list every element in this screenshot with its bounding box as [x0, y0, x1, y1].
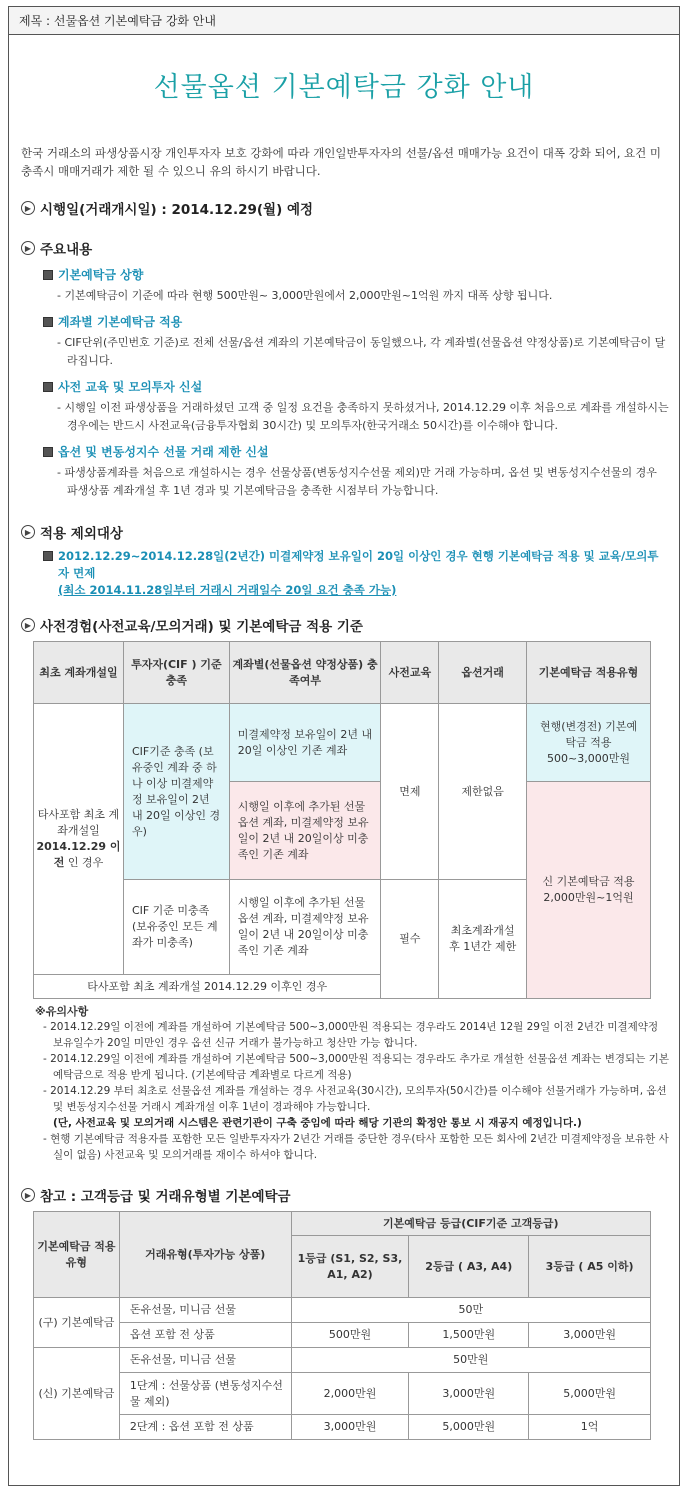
cell-dep-old: 현행(변경전) 기본예탁금 적용 500~3,000만원	[527, 704, 651, 782]
note-bold: (단, 사전교육 및 모의거래 시스템은 관련기관이 구축 중임에 따라 해당 기관의 확정안 통보 시 재공지 예정입니다.)	[53, 1117, 582, 1129]
exempt-note: (최소 2014.11.28일부터 거래시 거래일수 20일 요건 충족 가능)	[58, 583, 397, 597]
cell-trade: 1단계 : 선물상품 (변동성지수선물 제외)	[119, 1373, 291, 1415]
item-title: 기본예탁금 상향	[43, 266, 679, 283]
item-title: 옵션 및 변동성지수 선물 거래 제한 신설	[43, 443, 679, 460]
cell-open-after: 타사포함 최초 계좌개설 2014.12.29 이후인 경우	[34, 975, 381, 999]
exempt-item	[43, 548, 669, 599]
note-item: - 2014.12.29일 이전에 계좌를 개설하여 기본예탁금 500~3,000만원 적용되는 경우라도 2014년 12월 29일 이전 2년간 미결제약정 보유일수가 20일 미만인 경우 옵션 신규 거래가 불가능하고 청산만 가능 합니다.	[43, 1021, 659, 1049]
criteria-table	[33, 641, 651, 999]
cell-edu-exempt: 면제	[381, 704, 439, 880]
notice-titlebar: 제목 : 선물옵션 기본예탁금 강화 안내	[9, 7, 679, 35]
section-exempt	[21, 522, 679, 542]
section-title: 사전경험(사전교육/모의거래) 및 기본예탁금 적용 기준	[40, 619, 363, 635]
cell-opt-limit: 최초계좌개설 후 1년간 제한	[439, 880, 527, 999]
intro-text: 한국 거래소의 파생상품시장 개인투자자 보호 강화에 따라 개인일반투자자의 선물/옵션 매매가능 요건이 대폭 강화 되어, 요건 미충족시 매매거래가 제한 될 수 있으니 유의 하시기 바랍니다.	[21, 146, 662, 178]
notes-title: ※유의사항	[35, 1005, 89, 1018]
play-bullet-icon: ▶	[21, 241, 35, 255]
cell-acct3: 시행일 이후에 추가된 선물옵션 계좌, 미결제약정 보유일이 2년 내 20일이상 미충족인 기존 계좌	[229, 880, 381, 975]
cell-cif-yes: CIF기준 충족 (보유중인 계좌 중 하나 이상 미결제약정 보유일이 2년 내 20일 이상인 경우)	[123, 704, 229, 880]
section-title: 적용 제외대상	[40, 526, 123, 542]
cell-cif-no: CIF 기준 미충족 (보유중인 모든 계좌가 미충족)	[123, 880, 229, 975]
section-title: 시행일(거래개시일) : 2014.12.29(월) 예정	[40, 202, 314, 218]
cell-value: 3,000만원	[409, 1373, 529, 1415]
section-title: 참고 : 고객등급 및 거래유형별 기본예탁금	[40, 1189, 291, 1205]
note-item: - 2014.12.29 부터 최초로 선물옵션 계좌를 개설하는 경우 사전교육(30시간), 모의투자(50시간)를 이수해야 선물거래가 가능하며, 옵션 및 변동성지수선물 거래시 계좌개설 이후 1년이 경과해야 가능합니다.	[43, 1085, 667, 1113]
cell-open-before: 타사포함 최초 계좌개설일 2014.12.29 이전 인 경우	[34, 704, 124, 975]
square-bullet-icon	[43, 317, 53, 327]
cell-trade: 돈유선물, 미니금 선물	[119, 1348, 291, 1373]
th-open-date: 최초 계좌개설일	[34, 642, 124, 704]
cell-dep-new: 신 기본예탁금 적용 2,000만원~1억원	[527, 782, 651, 999]
note-item: - 2014.12.29일 이전에 계좌를 개설하여 기본예탁금 500~3,000만원 적용되는 경우라도 추가로 개설한 선물옵션 계좌는 변경되는 기본예탁금으로 적용 받게 됩니다. (기본예탁금 계좌별로 다르게 적용)	[43, 1053, 669, 1081]
th-education: 사전교육	[381, 642, 439, 704]
th-grade1: 1등급 (S1, S2, S3, A1, A2)	[291, 1236, 409, 1298]
th-deposit: 기본예탁금 적용유형	[527, 642, 651, 704]
th-grade2: 2등급 ( A3, A4)	[409, 1236, 529, 1298]
cell-value: 500만원	[291, 1323, 409, 1348]
cell-new-type: (신) 기본예탁금	[34, 1348, 120, 1440]
play-bullet-icon: ▶	[21, 618, 35, 632]
cell-value: 2,000만원	[291, 1373, 409, 1415]
cell-value: 50만원	[291, 1348, 650, 1373]
grade-table	[33, 1211, 651, 1440]
cell-value: 1,500만원	[409, 1323, 529, 1348]
th-type: 기본예탁금 적용 유형	[34, 1212, 120, 1298]
page-title: 선물옵션 기본예탁금 강화 안내	[153, 72, 535, 103]
cell-value: 1억	[529, 1415, 651, 1440]
cell-trade: 2단계 : 옵션 포함 전 상품	[119, 1415, 291, 1440]
cell-old-type: (구) 기본예탁금	[34, 1298, 120, 1348]
cell-edu-required: 필수	[381, 880, 439, 999]
cell-acct2: 시행일 이후에 추가된 선물옵션 계좌, 미결제약정 보유일이 2년 내 20일이상 미충족인 기존 계좌	[229, 782, 381, 880]
item-desc: - 파생상품계좌를 처음으로 개설하시는 경우 선물상품(변동성지수선물 제외)만 거래 가능하며, 옵션 및 변동성지수선물의 경우 파생상품 계좌개설 후 1년 경과 및 기본예탁금을 충족한 시점부터 가능합니다.	[57, 466, 657, 497]
notes-list	[43, 1019, 671, 1163]
th-grade: 기본예탁금 등급(CIF기준 고객등급)	[291, 1212, 650, 1236]
cell-value: 50만	[291, 1298, 650, 1323]
cell-trade: 돈유선물, 미니금 선물	[119, 1298, 291, 1323]
play-bullet-icon: ▶	[21, 201, 35, 215]
square-bullet-icon	[43, 551, 53, 561]
play-bullet-icon: ▶	[21, 525, 35, 539]
cell-value: 3,000만원	[291, 1415, 409, 1440]
cell-value: 3,000만원	[529, 1323, 651, 1348]
item-desc: - 기본예탁금이 기준에 따라 현행 500만원~ 3,000만원에서 2,000만원~1억원 까지 대폭 상향 됩니다.	[57, 289, 553, 302]
th-grade3: 3등급 ( A5 이하)	[529, 1236, 651, 1298]
cell-acct1: 미결제약정 보유일이 2년 내 20일 이상인 기존 계좌	[229, 704, 381, 782]
notice-frame	[8, 6, 680, 1486]
note-item: - 현행 기본예탁금 적용자를 포함한 모든 일반투자자가 2년간 거래를 중단한 경우(타사 포함한 모든 회사에 2년간 미결제약정을 보유한 사실이 없음) 사전교육 및 모의거래를 재이수 하셔야 합니다.	[43, 1133, 669, 1161]
cell-value: 5,000만원	[529, 1373, 651, 1415]
square-bullet-icon	[43, 447, 53, 457]
square-bullet-icon	[43, 270, 53, 280]
th-cif: 투자자(CIF ) 기준 충족	[123, 642, 229, 704]
section-reference	[21, 1185, 679, 1205]
exempt-text: 2012.12.29~2014.12.28일(2년간) 미결제약정 보유일이 20일 이상인 경우 현행 기본예탁금 적용 및 교육/모의투자 면제	[58, 549, 659, 580]
item-desc: - CIF단위(주민번호 기준)로 전체 선물/옵션 계좌의 기본예탁금이 동일했으나, 각 계좌별(선물옵션 약정상품)로 기본예탁금이 달라집니다.	[57, 336, 666, 367]
section-title: 주요내용	[40, 242, 93, 258]
item-title: 사전 교육 및 모의투자 신설	[43, 378, 679, 395]
th-option: 옵션거래	[439, 642, 527, 704]
play-bullet-icon: ▶	[21, 1188, 35, 1202]
cell-opt-none: 제한없음	[439, 704, 527, 880]
item-desc: - 시행일 이전 파생상품을 거래하셨던 고객 중 일정 요건을 충족하지 못하셨거나, 2014.12.29 이후 처음으로 계좌를 개설하시는 경우에는 반드시 사전교육(금융투자협회 30시간) 및 모의투자(한국거래소 50시간)를 이수해야 합니다.	[57, 401, 669, 432]
th-trade: 거래유형(투자가능 상품)	[119, 1212, 291, 1298]
cell-value: 5,000만원	[409, 1415, 529, 1440]
th-account: 계좌별(선물옵션 약정상품) 충족여부	[229, 642, 381, 704]
cell-trade: 옵션 포함 전 상품	[119, 1323, 291, 1348]
square-bullet-icon	[43, 382, 53, 392]
section-criteria	[21, 615, 679, 635]
section-main-content	[21, 238, 679, 258]
item-title: 계좌별 기본예탁금 적용	[43, 313, 679, 330]
section-effective-date	[21, 198, 679, 218]
